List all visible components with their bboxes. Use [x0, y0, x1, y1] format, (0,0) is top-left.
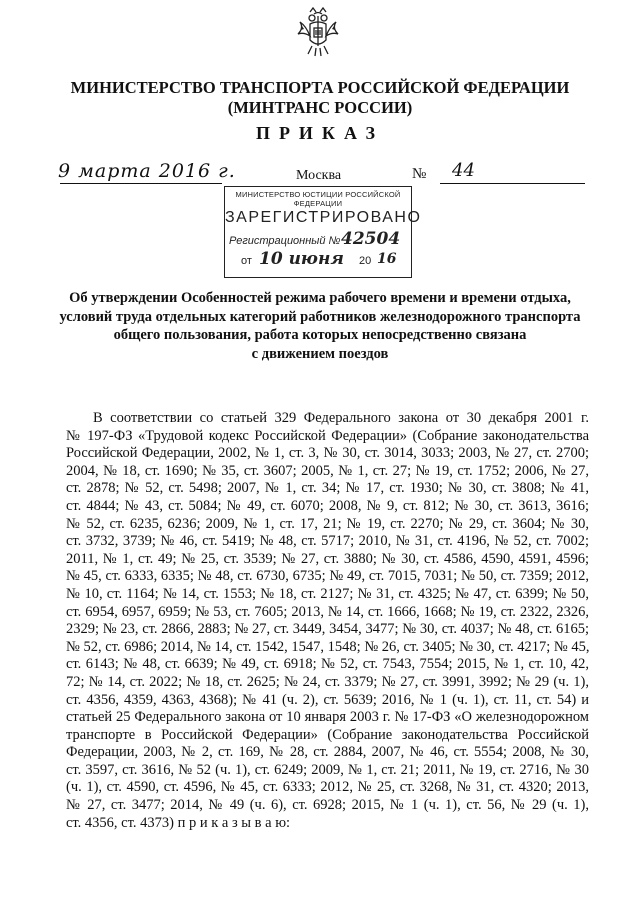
body-line: В соответствии со статьей 329 Федерального закона от 30 декабря 2001 г.	[93, 410, 589, 426]
ministry-line-2: (МИНТРАНС РОССИИ)	[227, 98, 413, 117]
body-line: Российской Федерации, 2002, № 1, ст. 3, № 30, ст. 3014, 3033; 2003, № 27, ст. 2700;	[66, 445, 589, 462]
registration-stamp	[224, 186, 422, 278]
subject-line: условий труда отдельных категорий работников железнодорожного транспорта	[59, 308, 581, 325]
stamp-from-label: от	[241, 255, 252, 267]
order-number-label: №	[412, 166, 427, 182]
body-line: ст. 3597, ст. 3616, № 52 (ч. 1), ст. 6249; 2009, № 1, ст. 21; 2011, № 19, ст. 2716, № 30	[66, 761, 589, 778]
body-line: № 10, ст. 1164; № 14, ст. 1553; № 18, ст. 2127; № 31, ст. 4325; № 47, ст. 6399; № 50,	[66, 585, 589, 602]
body-line: ст. 6143; № 48, ст. 6639; № 49, ст. 6918; № 52, ст. 7543, 7554; 2015, № 1, ст. 10, 42,	[66, 656, 589, 673]
ministry-name	[0, 78, 640, 118]
subject-line: общего пользования, работа которых непосредственно связана	[113, 327, 527, 343]
subject-line: с движением поездов	[251, 345, 389, 362]
body-line: ст. 4844; № 43, ст. 5084; № 49, ст. 6070; 2008, № 9, ст. 812; № 30, ст. 3613, 3616;	[66, 497, 589, 514]
body-line: статьей 25 Федерального закона от 10 января 2003 г. № 17-ФЗ «О железнодорожном	[66, 709, 589, 726]
order-date: 9 марта 2016 г.	[58, 160, 236, 182]
body-line: 72; № 14, ст. 2022; № 18, ст. 2625; № 24, ст. 3379; № 27, ст. 3991, 3992; № 29 (ч. 1),	[66, 673, 589, 690]
body-line: № 52, ст. 6986; 2014, № 14, ст. 1542, 1547, 1548; № 26, ст. 3405; № 30, ст. 4217; № 45,	[66, 638, 590, 655]
order-city: Москва	[296, 168, 342, 183]
date-underline	[60, 183, 222, 184]
stamp-year: 16	[377, 251, 397, 267]
stamp-reg-number-label: Регистрационный №	[229, 235, 341, 247]
body-line: 2329; № 23, ст. 2866, 2883; № 27, ст. 3449, 3454, 3477; № 30, ст. 4037; № 48, ст. 6165;	[66, 621, 589, 638]
order-body	[66, 410, 589, 832]
body-line: транспорте в Российской Федерации» (Собрание законодательства Российской	[66, 726, 589, 743]
body-line: ст. 2878; № 52, ст. 5498; 2007, № 1, ст. 34; № 17, ст. 1930; № 30, ст. 3808; № 41,	[66, 480, 589, 497]
stamp-reg-number: 42504	[341, 229, 401, 249]
subject-line: Об утверждении Особенностей режима рабочего времени и времени отдыха,	[69, 290, 571, 306]
body-line: № 197-ФЗ «Трудовой кодекс Российской Федерации» (Собрание законодательства	[66, 427, 589, 444]
number-underline	[440, 183, 585, 184]
order-subject	[0, 289, 640, 363]
stamp-agency: МИНИСТЕРСТВО ЮСТИЦИИ РОССИЙСКОЙ ФЕДЕРАЦИИ	[235, 190, 401, 208]
body-line: ст. 6954, 6957, 6959; № 53, ст. 7605; 2013, № 14, ст. 1666, 1668; № 19, ст. 2322, 2326,	[66, 603, 589, 620]
stamp-reg-date: 10 июня	[259, 249, 344, 269]
order-title: ПРИКАЗ	[255, 123, 385, 143]
body-line: Федерации, 2003, № 2, ст. 169, № 28, ст. 2884, 2007, № 46, ст. 5554; 2008, № 30,	[66, 744, 589, 761]
body-line: (ч. 1), ст. 4590, ст. 4596, № 45, ст. 6333; 2012, № 25, ст. 3268, № 31, ст. 4320; 2013,	[66, 779, 589, 796]
body-line: ст. 4356, 4359, 4363, 4368); № 41 (ч. 2), ст. 5639; 2016, № 1 (ч. 1), ст. 11, ст. 54) и	[66, 691, 589, 708]
stamp-registered: ЗАРЕГИСТРИРОВАНО	[225, 209, 422, 226]
body-line: № 27, ст. 3477; 2014, № 49 (ч. 6), ст. 6928; 2015, № 1 (ч. 1), ст. 56, № 29 (ч. 1),	[66, 797, 589, 814]
russian-coat-of-arms-icon	[296, 6, 340, 58]
stamp-year-prefix: 20	[359, 255, 372, 267]
body-line: ст. 3732, 3739; № 46, ст. 5419; № 48, ст. 5717; 2010, № 31, ст. 4196, № 52, ст. 7002;	[66, 533, 589, 550]
body-line: № 52, ст. 6235, 6236; 2009, № 1, ст. 17, 21; № 19, ст. 2270; № 29, ст. 3604; № 30,	[66, 515, 589, 532]
order-number: 44	[452, 160, 475, 181]
body-line: 2011, № 1, ст. 49; № 25, ст. 3539; № 27, ст. 3880; № 30, ст. 4586, 4590, 4591, 4596;	[66, 550, 589, 567]
ministry-line-1: МИНИСТЕРСТВО ТРАНСПОРТА РОССИЙСКОЙ ФЕДЕРАЦИИ	[70, 78, 570, 97]
body-line: 2004, № 18, ст. 1690; № 35, ст. 3607; 2005, № 1, ст. 27; № 19, ст. 1752; 2006, № 27,	[66, 462, 589, 479]
body-line: ст. 4356, ст. 4373) п р и к а з ы в а ю:	[66, 814, 291, 831]
body-line: № 45, ст. 6333, 6335; № 48, ст. 6730, 6735; № 49, ст. 7015, 7031; № 50, ст. 7359; 2012,	[66, 568, 589, 585]
